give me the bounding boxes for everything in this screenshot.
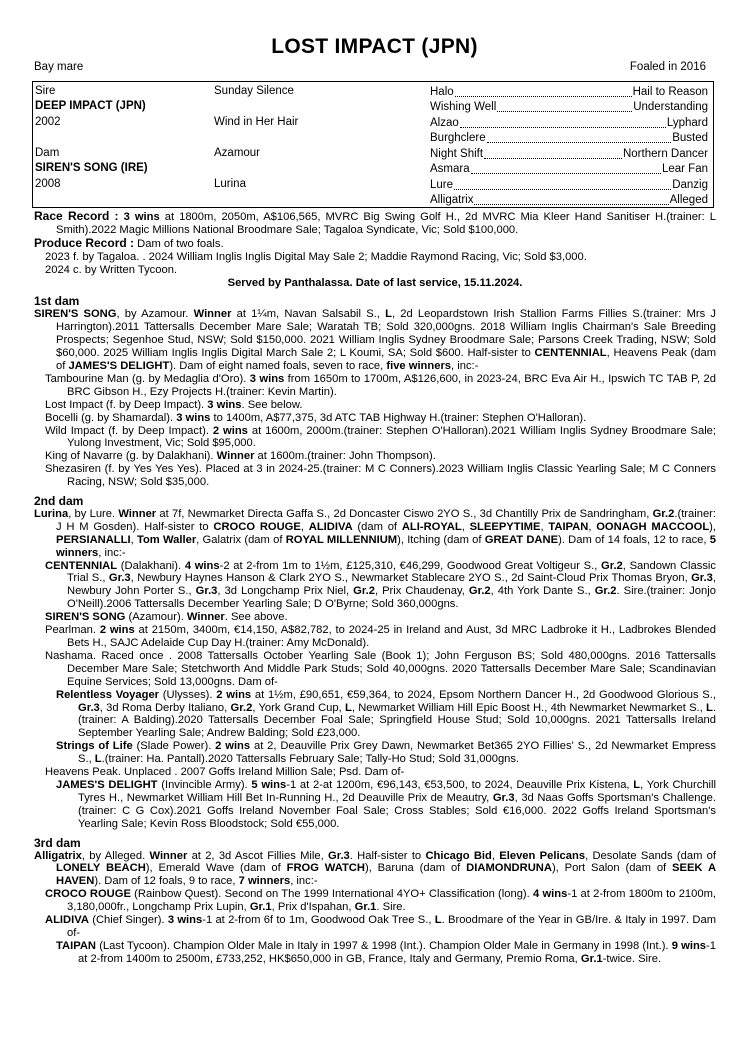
grandparent-row: Asmara Lear Fan (430, 163, 708, 175)
first-dam-foal: Shezasiren (f. by Yes Yes Yes). Placed at 3 in 2024-25.(trainer: M C Conners).2023 William Inglis Classic Yearling Sale; M C Conners Racing, NSW; Sold $35,000. (45, 463, 716, 489)
catalogue-body (34, 210, 716, 966)
horse-title: LOST IMPACT (JPN) (271, 35, 478, 58)
grandparent-row: Wishing Well Understanding (430, 101, 708, 113)
dam-label: Dam (35, 147, 60, 159)
grandparent-row: Burghclere Busted (430, 132, 708, 144)
grandparent-row: Alligatrix Alleged (430, 194, 708, 206)
second-dam-foal: SIREN'S SONG (Azamour). Winner. See above. (45, 611, 288, 624)
grandparent-row: Halo Hail to Reason (430, 85, 708, 98)
produce-foal: 2024 c. by Written Tycoon. (45, 263, 178, 276)
foaled-year: Foaled in 2016 (629, 61, 706, 73)
sire-sire: Sunday Silence (214, 85, 294, 97)
dam-name: SIREN'S SONG (IRE) (35, 162, 148, 174)
first-dam-foal: King of Navarre (g. by Dalakhani). Winner at 1600m.(trainer: John Thompson). (45, 450, 436, 463)
first-dam-foal: Tambourine Man (g. by Medaglia d'Oro). 3 wins from 1650m to 1700m, A$126,600, in 2023-24, BRC Eva Air H., Ipswich TC TAB P, 2d BRC Gibson H., Ezy Projects H.(trainer: Kevin Martin). (45, 372, 716, 398)
first-dam-heading: 1st dam (34, 294, 80, 309)
third-dam-foal: ALIDIVA (Chief Singer). 3 wins-1 at 2-from 6f to 1m, Goodwood Oak Tree S., L. Broodmare of the Year in GB/Ire. & Italy in 1997. Dam of- (45, 914, 717, 939)
second-dam-heading: 2nd dam (34, 494, 84, 509)
second-dam-foal: Heavens Peak. Unplaced . 2007 Goffs Ireland Million Sale; Psd. Dam of- (45, 766, 405, 779)
sire-name: DEEP IMPACT (JPN) (35, 100, 146, 112)
third-dam-grandfoal: TAIPAN (Last Tycoon). Champion Older Male in Italy in 1997 & 1998 (Int.). Champion Older Male in Germany in 1998 (Int.). 9 wins-1 at 2-from 1400m to 2500m, £733,252, HK$650,000 in GB, France, Italy and Germany, Premio Roma, Gr.1-twice. Sire. (56, 939, 716, 965)
sire-dam: Wind in Her Hair (214, 116, 299, 128)
pedigree-table (32, 81, 714, 208)
second-dam-grandfoal: JAMES'S DELIGHT (Invincible Army). 5 wins-1 at 2-at 1200m, €96,143, €53,500, to 2024, Deauville Prix Kistena, L, York Churchill Tyres H., Newmarket William Hill Bet In-Running H., 2d Deauville Prix de Meautry, Gr.3, 3d Naas Goffs Sportsman's Challenge.(trainer: C G Cox).2021 Goffs Ireland November Foal Sale; Cross Stables; Sold €16,000. 2022 Goffs Ireland Sportsman's Yearling Sale; Kevin Ross Bloodstock; Sold €55,000. (56, 778, 716, 830)
produce-foal: 2023 f. by Tagaloa. . 2024 William Inglis Inglis Digital May Sale 2; Maddie Raymond Racing, Vic; Sold $3,000. (45, 250, 587, 263)
horse-description: Bay mare (34, 61, 84, 73)
first-dam-foal: Wild Impact (f. by Deep Impact). 2 wins at 1600m, 2000m.(trainer: Stephen O'Halloran).2021 William Inglis Sydney Broodmare Sale; Yulong Investment, Vic; Sold $95,000. (45, 424, 717, 450)
dam-year: 2008 (35, 178, 61, 190)
first-dam-foal: Lost Impact (f. by Deep Impact). 3 wins. See below. (45, 398, 303, 411)
second-dam-grandfoal: Strings of Life (Slade Power). 2 wins at 2, Deauville Prix Grey Dawn, Newmarket Bet365 2YO Fillies' S., 2d Newmarket Empress S., L.(trainer: Ha. Pantall).2020 Tattersalls February Sale; Tally-Ho Stud; Sold 31,000gns. (56, 740, 716, 766)
grandparent-row: Night Shift Northern Dancer (430, 147, 708, 160)
third-dam-foal: CROCO ROUGE (Rainbow Quest). Second on The 1999 International 4YO+ Classification (long). 4 wins-1 at 2-from 1800m to 2100m, 3,180,000fr., Longchamp Prix Lupin, Gr.1, Prix d'Ispahan, Gr.1. Sire. (45, 888, 717, 914)
sire-year: 2002 (35, 116, 61, 128)
second-dam-foal: Nashama. Raced once . 2008 Tattersalls October Yearling Sale (Book 1); John Ferguson BS; Sold 480,000gns. 2016 Tattersalls December Mare Sale; Stetchworth And Middle Park Studs; Sold 40,000gns. 2020 Tattersalls December Mare Sale; Scandinavian Equine Services; Sold 13,000gns. Dam of- (45, 649, 716, 688)
second-dam-foal: CENTENNIAL (Dalakhani). 4 wins-2 at 2-from 1m to 1½m, £125,310, €46,299, Goodwood Great Voltigeur S., Gr.2, Sandown Classic Trial S., Gr.3, Newbury Haynes Hanson & Clark 2YO S., Newmarket Stablecare 2YO S., 2d Saint-Cloud Prix Thomas Bryon, Gr.3, Newbury John Porter S., Gr.3, 3d Longchamp Prix Niel, Gr.2, Prix Chaudenay, Gr.2, 4th York Dante S., Gr.2. Sire.(trainer: Jonjo O'Neill).2006 Tattersalls December Yearling Sale; D O'Byrne; Sold 360,000gns. (45, 559, 716, 611)
grandparent-row: Lure Danzig (430, 178, 708, 191)
sire-label: Sire (35, 85, 56, 97)
grandparent-row: Alzao Lyphard (430, 116, 708, 129)
third-dam-heading: 3rd dam (34, 835, 81, 850)
third-dam-entry: Alligatrix, by Alleged. Winner at 2, 3d Ascot Fillies Mile, Gr.3. Half-sister to Chicago Bid, Eleven Pelicans, Desolate Sands (dam of LONELY BEACH), Emerald Wave (dam of FROG WATCH), Baruna (dam of DIAMONDRUNA), Port Salon (dam of SEEK A HAVEN). Dam of 12 foals, 9 to race, 7 winners, inc:- (34, 849, 717, 888)
second-dam-foal: Pearlman. 2 wins at 2150m, 3400m, €14,150, A$82,782, to 2024-25 in Ireland and Aust, 3d MRC Ladbroke it H., Ladbrokes Blended Bets H., SAJC Adelaide Cup Day H.(trainer: Amy McDonald). (45, 624, 716, 649)
dam-dam: Lurina (214, 178, 246, 190)
service-note: Served by Panthalassa. Date of last service, 15.11.2024. (227, 276, 523, 289)
first-dam-foal: Bocelli (g. by Shamardal). 3 wins to 1400m, A$77,375, 3d ATC TAB Highway H.(trainer: Stephen O'Halloran). (45, 411, 587, 424)
race-record: Race Record : 3 wins at 1800m, 2050m, A$106,565, MVRC Big Swing Golf H., 2d MVRC Mia Kleer Hand Sanitiser H.(trainer: L Smith).2022 Magic Millions National Broodmare Sale; Tagaloa Syndicate, Vic; Sold $100,000. (34, 209, 717, 236)
produce-record: Produce Record : Dam of two foals. (34, 235, 224, 250)
dam-sire: Azamour (214, 147, 261, 159)
first-dam-entry: SIREN'S SONG, by Azamour. Winner at 1¼m, Navan Salsabil S., L, 2d Leopardstown Irish Stallion Farms Fillies S.(trainer: Mrs J Harrington).2011 Tattersalls December Mare Sale; Waratah TB; Sold 320,000gns. 2018 William Inglis Chairman's Sale Breeding Prospects; Segenhoe Stud, NSW; Sold $150,000. 2021 William Inglis Sydney Broodmare Sale; Parsons Creek Trading, NSW; Sold $60,000. 2025 William Inglis Inglis Digital March Sale 2; L Koumi, SA; Sold $600. Half-sister to CENTENNIAL, Heavens Peak (dam of JAMES'S DELIGHT). Dam of eight named foals, seven to race, five winners, inc:- (34, 308, 717, 372)
second-dam-entry: Lurina, by Lure. Winner at 7f, Newmarket Directa Gaffa S., 2d Doncaster Ciswo 2YO S., 3d Chantilly Prix de Sandringham, Gr.2.(trainer: J H M Gosden). Half-sister to CROCO ROUGE, ALIDIVA (dam of ALI-ROYAL, SLEEPYTIME, TAIPAN, OONAGH MACCOOL), PERSIANALLI, Tom Waller, Galatrix (dam of ROYAL MILLENNIUM), Itching (dam of GREAT DANE). Dam of 14 foals, 12 to race, 5 winners, inc:- (34, 507, 717, 559)
second-dam-grandfoal: Relentless Voyager (Ulysses). 2 wins at 1½m, £90,651, €59,364, to 2024, Epsom Northern Dancer H., 2d Goodwood Glorious S., Gr.3, 3d Roma Derby Italiano, Gr.2, York Grand Cup, L, Newmarket William Hill Epic Boost H., 4th Newmarket Newmarket S., L.(trainer: A Balding).2020 Tattersalls December Foal Sale; Springfield House Stud; Sold 10,000gns. 2021 Tattersalls Ireland September Yearling Sale; Andrew Balding; Sold £23,000. (56, 688, 716, 740)
